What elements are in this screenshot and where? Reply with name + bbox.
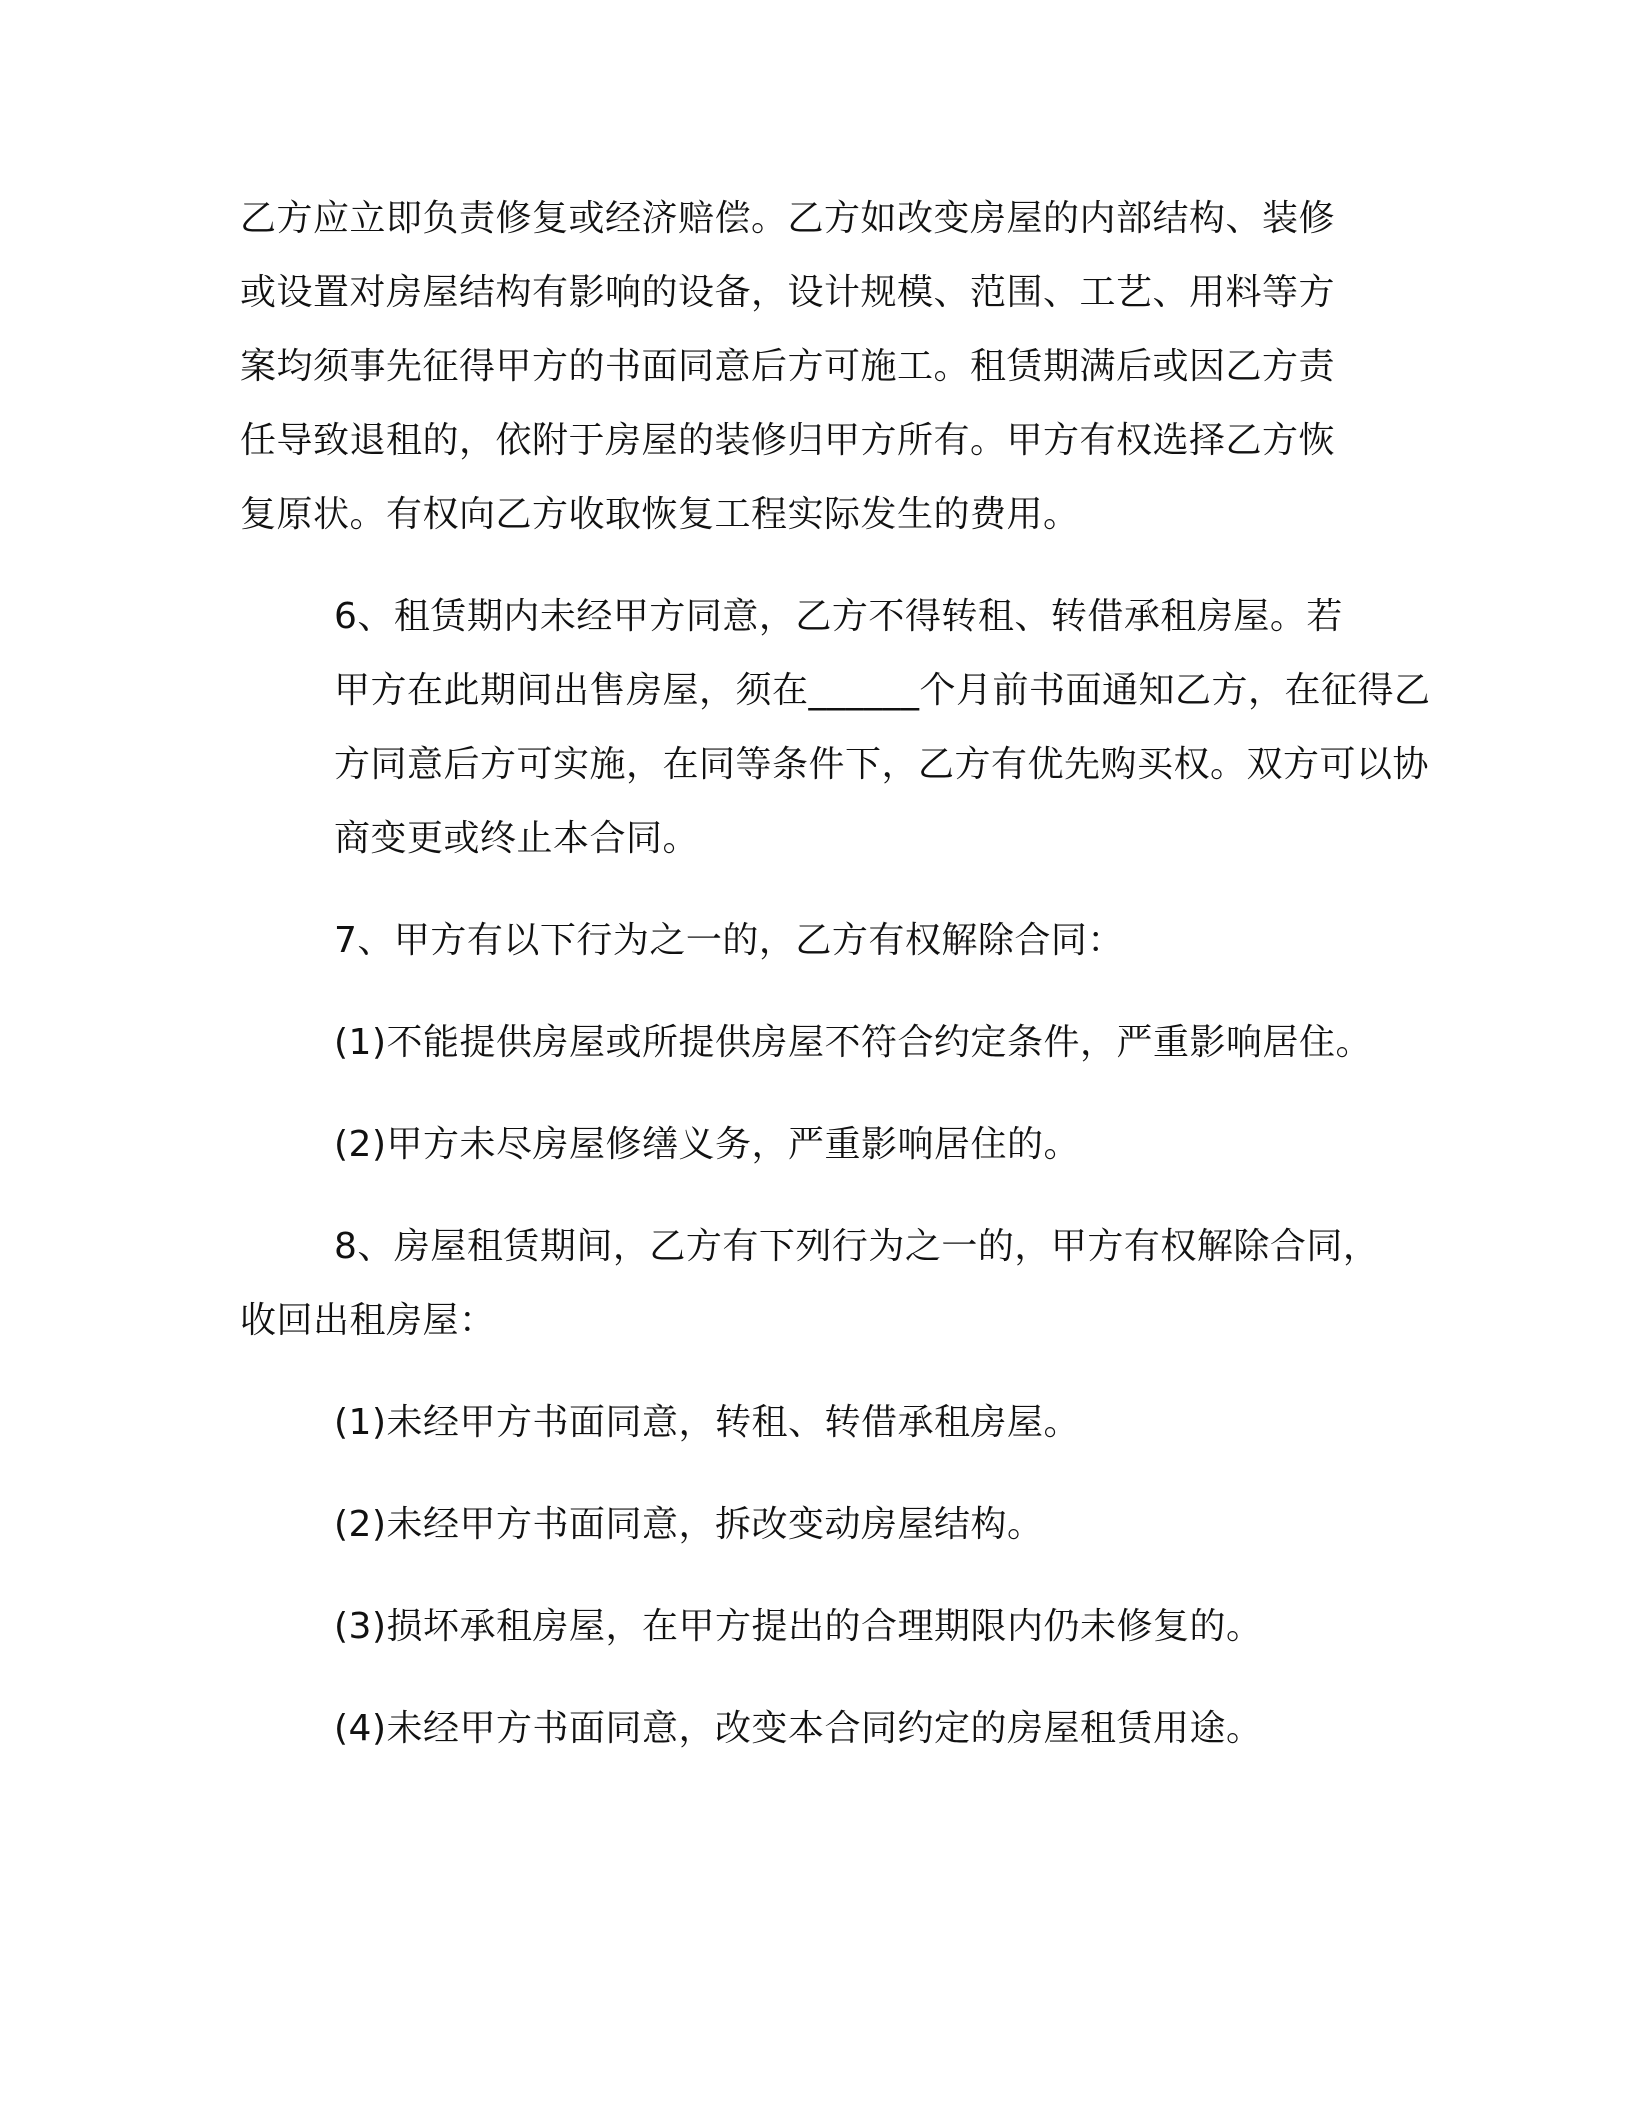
text-line: (1)未经甲方书面同意，转租、转借承租房屋。 [334, 1402, 1080, 1443]
text-line: (2)未经甲方书面同意，拆改变动房屋结构。 [334, 1504, 1044, 1545]
text-line: 8、房屋租赁期间，乙方有下列行为之一的，甲方有权解除合同， [334, 1226, 1380, 1267]
text-line: (2)甲方未尽房屋修缮义务，严重影响居住的。 [334, 1124, 1080, 1165]
paragraph-clause-7 [240, 904, 1390, 978]
text-line: 7、甲方有以下行为之一的，乙方有权解除合同： [334, 920, 1124, 961]
text-line: (4)未经甲方书面同意，改变本合同约定的房屋租赁用途。 [334, 1708, 1263, 1749]
text-line: 6、租赁期内未经甲方同意，乙方不得转租、转借承租房屋。若 [334, 596, 1343, 637]
text-line: 任导致退租的，依附于房屋的装修归甲方所有。甲方有权选择乙方恢 [240, 420, 1336, 461]
text-line: 甲方在此期间出售房屋，须在______个月前书面通知乙方，在征得乙 [334, 670, 1431, 711]
paragraph-continuation [240, 182, 1390, 552]
text-line: 案均须事先征得甲方的书面同意后方可施工。租赁期满后或因乙方责 [240, 346, 1336, 387]
paragraph-clause-7-item-2 [240, 1108, 1390, 1182]
text-line: 方同意后方可实施，在同等条件下，乙方有优先购买权。双方可以协 [334, 744, 1430, 785]
paragraph-clause-8-item-4 [240, 1692, 1390, 1766]
text-line: 乙方应立即负责修复或经济赔偿。乙方如改变房屋的内部结构、装修 [240, 198, 1336, 239]
text-line: 收回出租房屋： [240, 1300, 496, 1341]
paragraph-clause-8 [240, 1210, 1390, 1358]
paragraph-clause-8-item-1 [240, 1386, 1390, 1460]
paragraph-clause-8-item-3 [240, 1590, 1390, 1664]
text-line: 复原状。有权向乙方收取恢复工程实际发生的费用。 [240, 494, 1080, 535]
text-line: (3)损坏承租房屋，在甲方提出的合理期限内仍未修复的。 [334, 1606, 1263, 1647]
text-line: 或设置对房屋结构有影响的设备，设计规模、范围、工艺、用料等方 [240, 272, 1336, 313]
document-body [240, 182, 1431, 1794]
text-line: (1)不能提供房屋或所提供房屋不符合约定条件，严重影响居住。 [334, 1022, 1372, 1063]
paragraph-clause-8-item-2 [240, 1488, 1390, 1562]
paragraph-clause-6 [240, 580, 1431, 876]
text-line: 商变更或终止本合同。 [334, 818, 700, 859]
paragraph-clause-7-item-1 [240, 1006, 1390, 1080]
